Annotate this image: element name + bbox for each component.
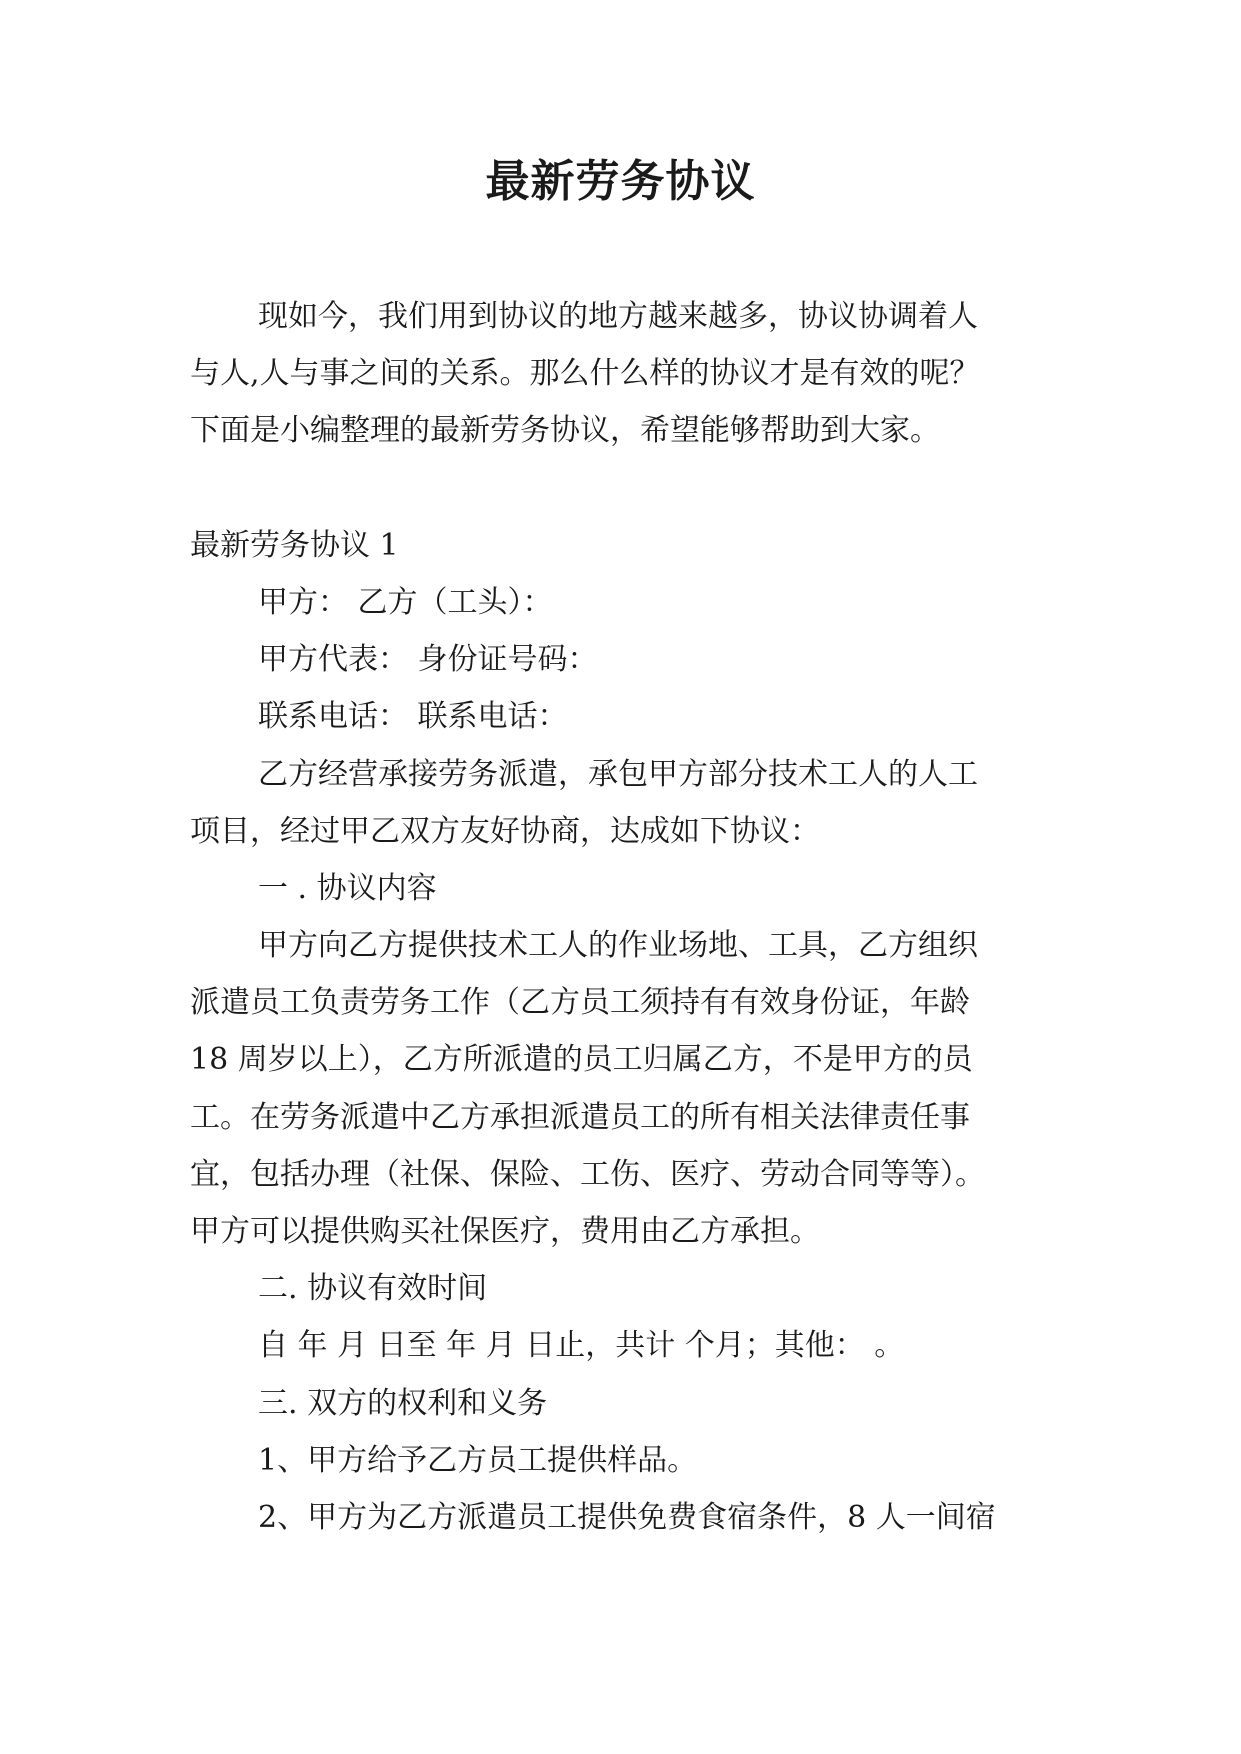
preamble-line: 乙方经营承接劳务派遣，承包甲方部分技术工人的人工 (258, 756, 978, 792)
intro-line: 现如今，我们用到协议的地方越来越多，协议协调着人 (258, 299, 978, 334)
representative-line: 甲方代表： 身份证号码： (258, 642, 598, 678)
clause3-heading: 三. 双方的权利和义务 (258, 1385, 548, 1421)
clause3-item: 1、甲方给予乙方员工提供样品。 (258, 1442, 698, 1478)
document-body (190, 288, 1080, 1546)
preamble-line: 项目，经过甲乙双方友好协商，达成如下协议： (190, 813, 820, 849)
clause3-item: 2、甲方为乙方派遣员工提供免费食宿条件，8 人一间宿 (258, 1499, 996, 1535)
intro-line: 与人,人与事之间的关系。那么什么样的协议才是有效的呢？ (190, 356, 980, 392)
section-heading: 最新劳务协议 1 (190, 527, 399, 563)
clause1-line: 宜，包括办理（社保、保险、工伤、医疗、劳动合同等等）。 (190, 1156, 985, 1192)
document-title: 最新劳务协议 (485, 156, 756, 207)
blank-line (190, 460, 1080, 517)
clause1-line: 甲方向乙方提供技术工人的作业场地、工具，乙方组织 (258, 928, 978, 964)
clause1-line: 派遣员工负责劳务工作（乙方员工须持有有效身份证，年龄 (190, 985, 970, 1021)
intro-line: 下面是小编整理的最新劳务协议，希望能够帮助到大家。 (190, 413, 940, 449)
clause2-line: 自 年 月 日至 年 月 日止，共计 个月；其他： 。 (258, 1328, 905, 1364)
phone-line: 联系电话： 联系电话： (258, 699, 568, 735)
clause1-line: 18 周岁以上），乙方所派遣的员工归属乙方，不是甲方的员 (190, 1042, 973, 1078)
clause1-heading: 一 . 协议内容 (258, 870, 437, 906)
clause1-line: 工。在劳务派遣中乙方承担派遣员工的所有相关法律责任事 (190, 1099, 970, 1135)
party-a-line: 甲方： 乙方（工头）： (258, 584, 553, 620)
clause2-heading: 二. 协议有效时间 (258, 1271, 488, 1307)
clause1-line: 甲方可以提供购买社保医疗，费用由乙方承担。 (190, 1214, 820, 1249)
